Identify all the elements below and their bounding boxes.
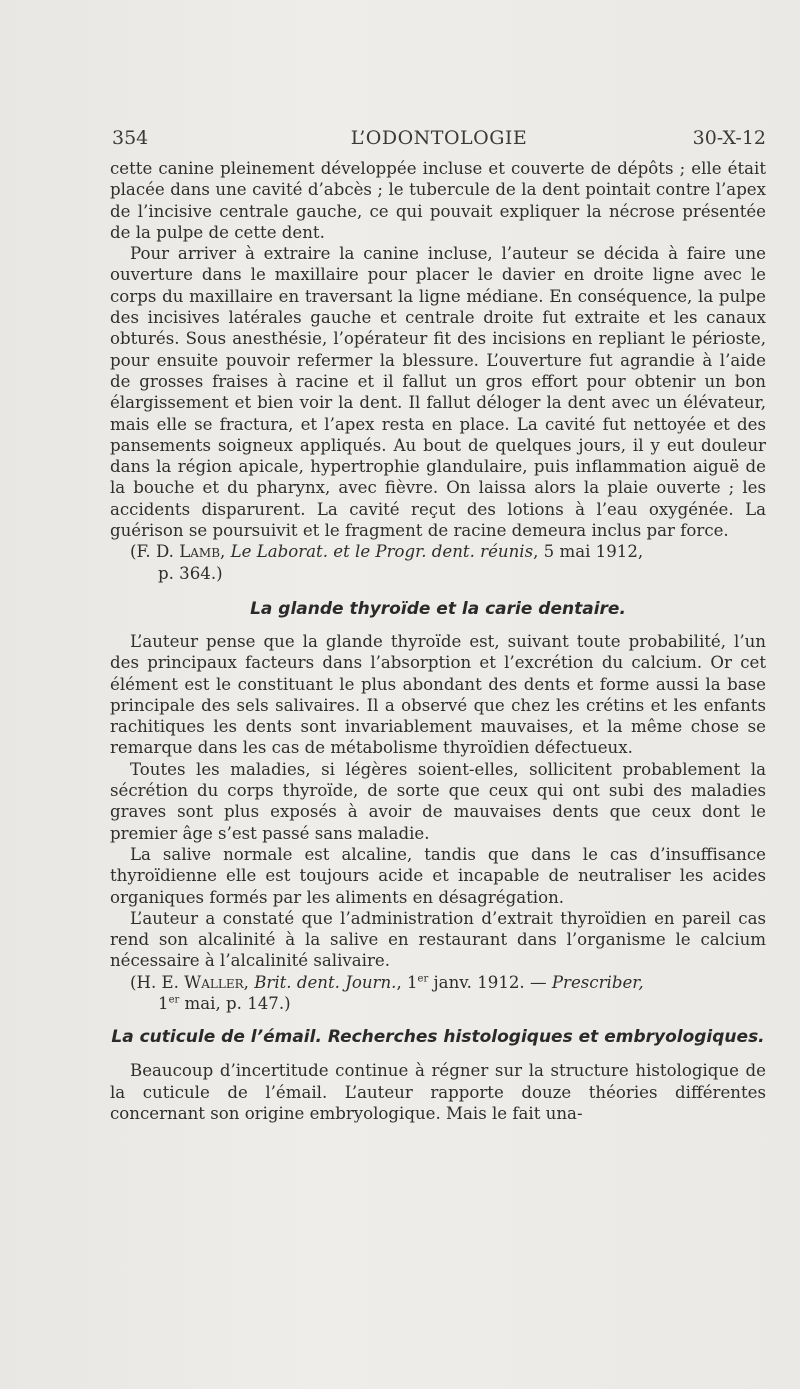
- citation-author: Lamb: [179, 542, 221, 562]
- journal-title: L’ODONTOLOGIE: [350, 127, 528, 149]
- citation-journal: Le Laborat. et le Progr. dent. réunis: [230, 542, 534, 562]
- paragraph: Toutes les maladies, si légères soient-elles, sollicitent probablement la sécrétion du corps thyroïde, de sorte que ceux qui ont subi des maladies graves sont plus exposés à avoir de mauvaises dents que ceux dont le premier âge s’est passé sans maladie.: [110, 759, 766, 843]
- paragraph: Pour arriver à extraire la canine incluse, l’auteur se décida à faire une ouverture dans le maxillaire pour placer le davier en droite ligne avec le corps du maxillaire en traversant la ligne médiane. En conséquence, la pulpe des incisives latérales gauche et centrale droite fut extraite et les canaux obturés. Sous anesthésie, l’opérateur fit des incisions en repliant le périoste, pour ensuite pouvoir refermer la blessure. L’ouverture fut agrandie à l’aide de grosses fraises à racine et il fallut un gros effort pour obtenir un bon élargissement et bien voir la dent. Il fallut déloger la dent avec un élévateur, mais elle se fractura, et l’apex resta en place. La cavité fut nettoyée et des pansements soigneux appliqués. Au bout de quelques jours, il y eut douleur dans la région apicale, hypertrophie glandulaire, puis inflammation aiguë de la bouche et du pharynx, avec fièvre. On laissa alors la plaie ouverte ; les accidents disparurent. La cavité reçut des lotions à l’eau oxygénée. La guérison se poursuivit et le fragment de racine demeura inclus par force.: [110, 244, 766, 541]
- paragraph: La salive normale est alcaline, tandis que dans le cas d’insuffisance thyroïdienne elle est toujours acide et incapable de neutraliser les acides organiques formés par les aliments en désagrégation.: [110, 844, 766, 907]
- paragraph: Beaucoup d’incertitude continue à régner sur la structure histologique de la cuticule de l’émail. L’auteur rapporte douze théories différentes concernant son origine embryologique. Mais le fait una-: [110, 1061, 766, 1123]
- citation: (H. E. Waller, Brit. dent. Journ., 1er janv. 1912. — Prescriber, 1er mai, p. 147.): [130, 972, 644, 1013]
- issue-date: 30-X-12: [692, 127, 766, 149]
- paragraph: L’auteur pense que la glande thyroïde est, suivant toute probabilité, l’un des principaux facteurs dans l’absorption et l’excrétion du calcium. Or cet élément est le constituant le plus abondant des dents et forme aussi la base principale des sels salivaires. Il a observé que chez les crétins et les enfants rachitiques les dents sont invariablement mauvaises, et la même chose se remarque dans les cas de métabolisme thyroïdien défectueux.: [110, 631, 766, 758]
- paragraph: L’auteur a constaté que l’administration d’extrait thyroïdien en pareil cas rend son alcalinité à la salive en restaurant dans l’organisme le calcium nécessaire à l’alcalinité salivaire.: [110, 908, 766, 971]
- running-header: [112, 127, 766, 157]
- section-heading: La cuticule de l’émail. Recherches histologiques et embryologiques.: [111, 1027, 765, 1048]
- citation-journal: Brit. dent. Journ.: [254, 972, 397, 992]
- citation-journal: Prescriber,: [551, 972, 644, 992]
- page-body: [110, 158, 766, 1124]
- citation: (F. D. Lamb, Le Laborat. et le Progr. dent. réunis, 5 mai 1912, p. 364.): [130, 542, 644, 583]
- section-heading: La glande thyroïde et la carie dentaire.: [250, 598, 626, 619]
- paragraph: cette canine pleinement développée incluse et couverte de dépôts ; elle était placée dans une cavité d’abcès ; le tubercule de la dent pointait contre l’apex de l’incisive centrale gauche, ce qui pouvait expliquer la nécrose présentée de la pulpe de cette dent.: [110, 159, 766, 242]
- page-number: 354: [112, 127, 149, 149]
- citation-author: Waller: [184, 972, 244, 992]
